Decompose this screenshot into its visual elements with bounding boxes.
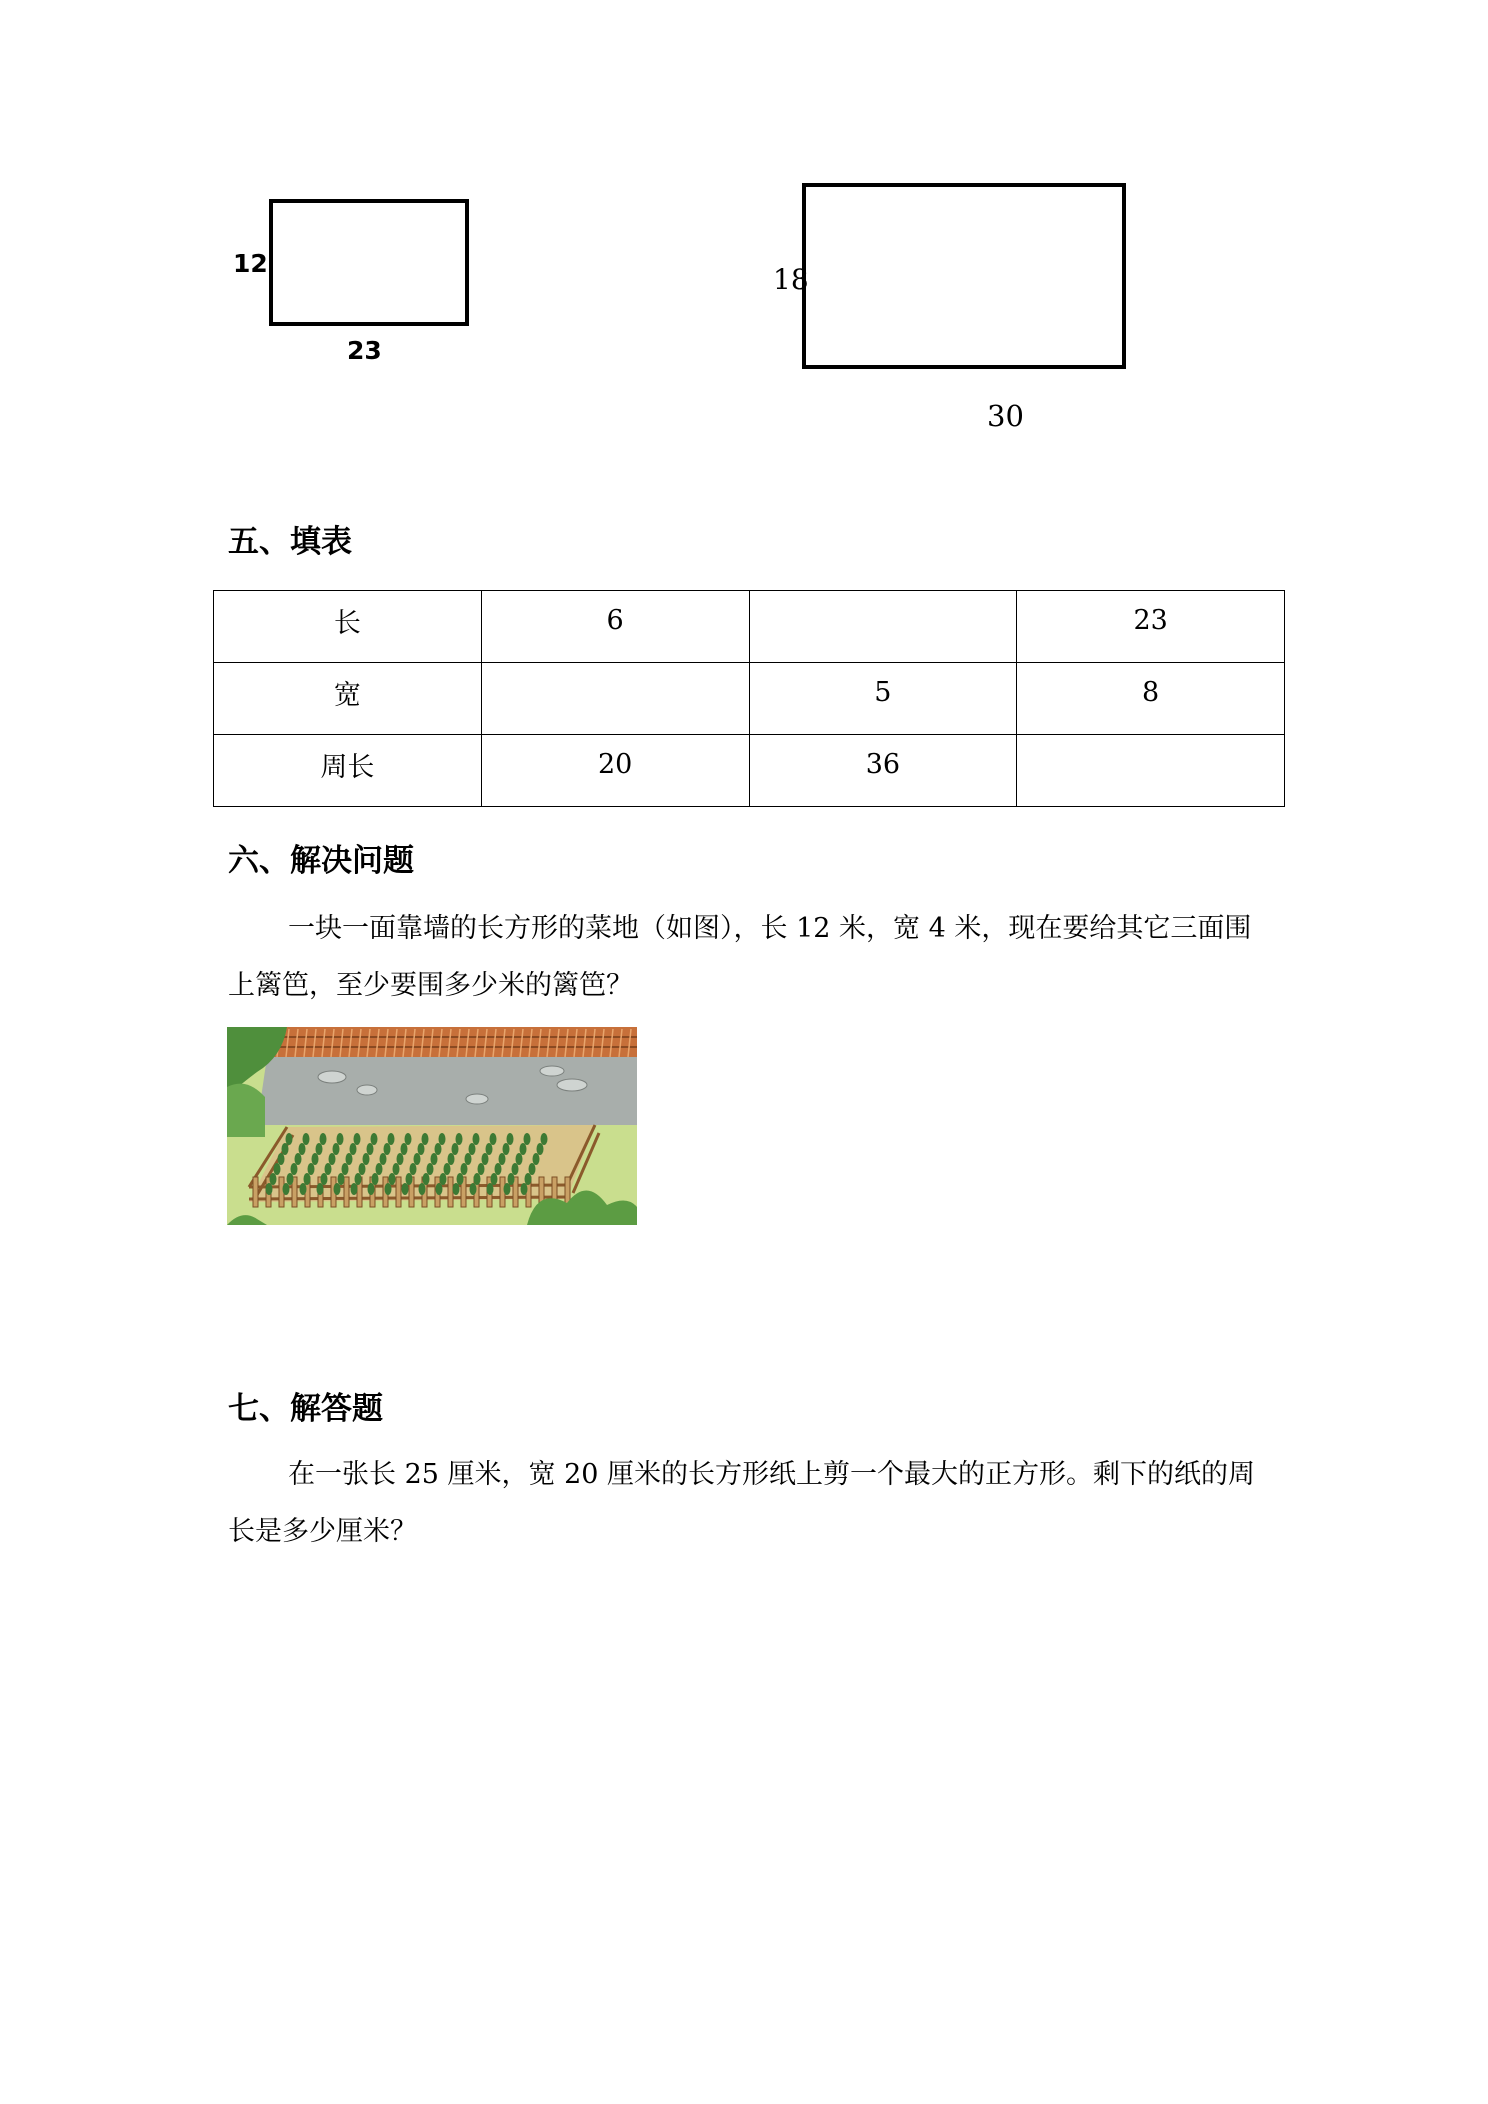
table-row [214,663,1285,735]
rect2-length-label: 30 [987,399,1024,433]
table-cell: 23 [1017,591,1285,663]
row-header-cell: 宽 [214,663,482,735]
table-cell [1017,735,1285,807]
row-header-cell: 长 [214,591,482,663]
table-cell: 20 [481,735,749,807]
section7-heading: 七、解答题 [228,1391,383,1427]
table-cell: 5 [749,663,1017,735]
vegetable-garden-illustration [227,1027,637,1225]
section7-problem-text: 在一张长 25 厘米，宽 20 厘米的长方形纸上剪一个最大的正方形。剩下的纸的周长是多少厘米？ [228,1459,1256,1547]
row-header-cell: 周长 [214,735,482,807]
table-cell: 8 [1017,663,1285,735]
rect1-width-label: 12 [233,249,268,278]
rect2-width-label: 18 [773,263,809,296]
section6-heading: 六、解决问题 [228,843,414,879]
table-row [214,591,1285,663]
table-cell: 6 [481,591,749,663]
table-cell [749,591,1017,663]
table-cell [481,663,749,735]
rectangle-figure-2 [802,183,1126,369]
rectangle-figure-1 [269,199,469,326]
section5-heading: 五、填表 [228,524,352,560]
table-row [214,735,1285,807]
fill-table [213,590,1285,807]
rect1-length-label: 23 [347,336,382,365]
table-cell: 36 [749,735,1017,807]
section6-problem-text: 一块一面靠墙的长方形的菜地（如图），长 12 米，宽 4 米，现在要给其它三面围上篱笆，至少要围多少米的篱笆？ [228,913,1252,1001]
